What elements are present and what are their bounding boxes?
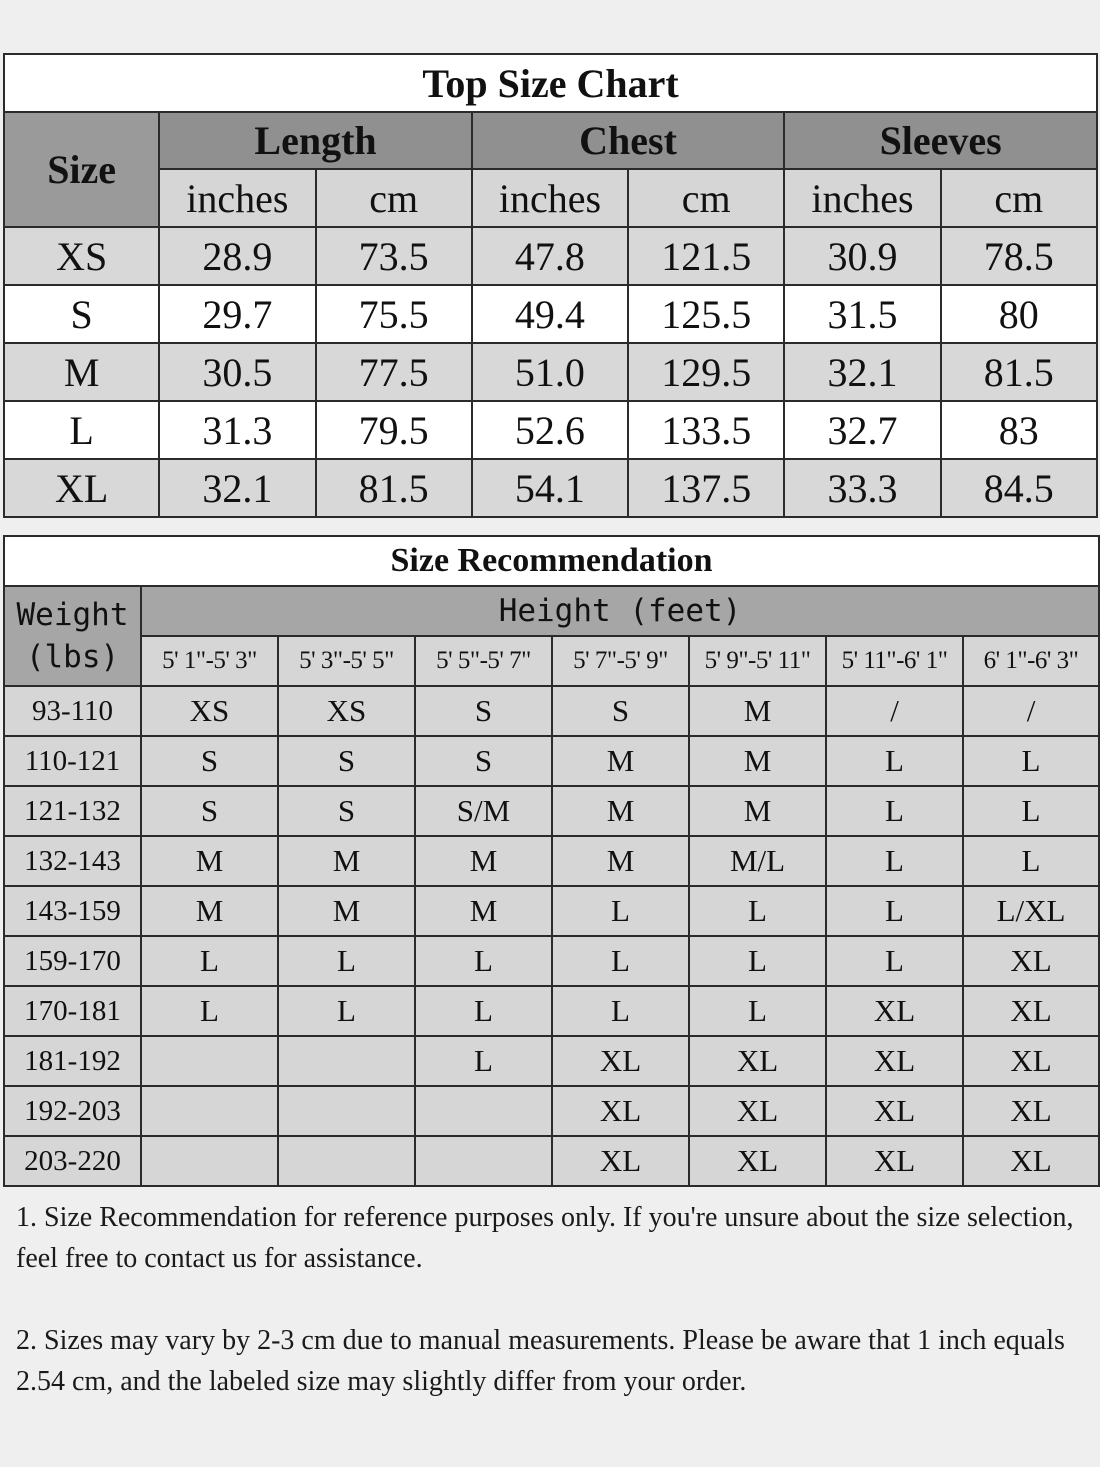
recommended-size-cell: XL [689, 1136, 826, 1186]
recommended-size-cell: L [826, 886, 963, 936]
recommended-size-cell: S [552, 686, 689, 736]
unit-header: cm [316, 169, 472, 227]
recommended-size-cell: L [141, 986, 278, 1036]
note-reference: 1. Size Recommendation for reference purposes only. If you're unsure about the size selection, feel free to contact us for assistance. [16, 1202, 1074, 1274]
recommended-size-cell: M/L [689, 836, 826, 886]
recommended-size-cell: M [415, 836, 552, 886]
measurement-cell: 30.9 [784, 227, 940, 285]
recommended-size-cell: M [689, 686, 826, 736]
recommended-size-cell: XL [552, 1086, 689, 1136]
recommended-size-cell [278, 1086, 415, 1136]
weight-row [4, 1036, 1099, 1086]
measurement-cell: 83 [941, 401, 1097, 459]
measurement-cell: 77.5 [316, 343, 472, 401]
recommended-size-cell: L [826, 836, 963, 886]
recommended-size-cell: L [552, 986, 689, 1036]
recommended-size-cell: L [963, 836, 1099, 886]
weight-row [4, 736, 1099, 786]
recommended-size-cell: XS [141, 686, 278, 736]
unit-header: cm [941, 169, 1097, 227]
recommended-size-cell: XL [963, 986, 1099, 1036]
recommended-size-cell: L [141, 936, 278, 986]
measurement-cell: 30.5 [159, 343, 315, 401]
weight-range: 192-203 [4, 1086, 141, 1136]
weight-row [4, 786, 1099, 836]
recommended-size-cell: L [415, 986, 552, 1036]
weight-range: 181-192 [4, 1036, 141, 1086]
recommended-size-cell: L [826, 936, 963, 986]
recommended-size-cell: S [415, 736, 552, 786]
unit-header: cm [628, 169, 784, 227]
size-row [4, 285, 1097, 343]
recommended-size-cell: L [552, 936, 689, 986]
recommended-size-cell: L [963, 786, 1099, 836]
recommended-size-cell: XL [689, 1036, 826, 1086]
recommended-size-cell: M [141, 886, 278, 936]
recommended-size-cell: M [689, 786, 826, 836]
recommended-size-cell: S [141, 786, 278, 836]
unit-header: inches [159, 169, 315, 227]
recommended-size-cell: M [278, 836, 415, 886]
recommended-size-cell: L [552, 886, 689, 936]
sleeves-header: Sleeves [784, 112, 1097, 169]
weight-row [4, 836, 1099, 886]
measurement-cell: 51.0 [472, 343, 628, 401]
measurement-cell: 49.4 [472, 285, 628, 343]
recommended-size-cell [415, 1086, 552, 1136]
size-label: M [4, 343, 159, 401]
recommended-size-cell: L [415, 936, 552, 986]
recommended-size-cell: M [278, 886, 415, 936]
size-chart-title: Top Size Chart [4, 54, 1097, 112]
measurement-cell: 75.5 [316, 285, 472, 343]
height-header: Height (feet) [141, 586, 1099, 636]
recommended-size-cell: XL [963, 1086, 1099, 1136]
recommended-size-cell: M [689, 736, 826, 786]
measurement-cell: 84.5 [941, 459, 1097, 517]
weight-header [4, 586, 141, 686]
size-label: XS [4, 227, 159, 285]
measurement-cell: 78.5 [941, 227, 1097, 285]
note-measurement: 2. Sizes may vary by 2-3 cm due to manual measurements. Please be aware that 1 inch equals 2.54 cm, and the labeled size may slightly differ from your order. [16, 1325, 1065, 1397]
measurement-cell: 80 [941, 285, 1097, 343]
recommended-size-cell: XL [963, 1136, 1099, 1186]
measurement-cell: 32.1 [784, 343, 940, 401]
unit-header: inches [472, 169, 628, 227]
weight-row [4, 1086, 1099, 1136]
weight-row [4, 986, 1099, 1036]
recommended-size-cell: L [278, 986, 415, 1036]
weight-range: 121-132 [4, 786, 141, 836]
recommended-size-cell: L [415, 1036, 552, 1086]
weight-range: 110-121 [4, 736, 141, 786]
recommended-size-cell: L [689, 986, 826, 1036]
recommended-size-cell: XL [552, 1036, 689, 1086]
recommended-size-cell: L [963, 736, 1099, 786]
recommended-size-cell: L [826, 786, 963, 836]
recommended-size-cell: / [963, 686, 1099, 736]
recommended-size-cell: / [826, 686, 963, 736]
height-range-header: 5' 7"-5' 9" [552, 636, 689, 686]
recommended-size-cell: XL [689, 1086, 826, 1136]
size-recommendation-table [3, 535, 1100, 1187]
weight-row [4, 686, 1099, 736]
recommended-size-cell [141, 1086, 278, 1136]
recommended-size-cell [415, 1136, 552, 1186]
recommended-size-cell [278, 1136, 415, 1186]
recommended-size-cell: M [552, 836, 689, 886]
height-range-header: 5' 3"-5' 5" [278, 636, 415, 686]
weight-range: 132-143 [4, 836, 141, 886]
weight-range: 143-159 [4, 886, 141, 936]
size-row [4, 401, 1097, 459]
weight-row [4, 886, 1099, 936]
length-header: Length [159, 112, 472, 169]
top-size-chart-table [3, 53, 1098, 518]
recommended-size-cell: S [141, 736, 278, 786]
height-range-header: 5' 1"-5' 3" [141, 636, 278, 686]
recommended-size-cell: L [826, 736, 963, 786]
recommended-size-cell: S [415, 686, 552, 736]
measurement-cell: 137.5 [628, 459, 784, 517]
size-row [4, 459, 1097, 517]
measurement-cell: 81.5 [316, 459, 472, 517]
weight-row [4, 1136, 1099, 1186]
recommended-size-cell: XL [826, 1086, 963, 1136]
measurement-cell: 79.5 [316, 401, 472, 459]
measurement-cell: 125.5 [628, 285, 784, 343]
recommended-size-cell [141, 1136, 278, 1186]
size-label: L [4, 401, 159, 459]
recommended-size-cell: S [278, 736, 415, 786]
recommended-size-cell: M [552, 786, 689, 836]
recommended-size-cell [278, 1036, 415, 1086]
height-range-header: 6' 1"-6' 3" [963, 636, 1099, 686]
weight-row [4, 936, 1099, 986]
height-range-header: 5' 9"-5' 11" [689, 636, 826, 686]
measurement-cell: 33.3 [784, 459, 940, 517]
measurement-cell: 47.8 [472, 227, 628, 285]
recommended-size-cell: M [141, 836, 278, 886]
measurement-cell: 133.5 [628, 401, 784, 459]
weight-header-unit: (lbs) [25, 639, 120, 675]
recommended-size-cell: XS [278, 686, 415, 736]
weight-header-label: Weight [16, 597, 129, 633]
measurement-cell: 129.5 [628, 343, 784, 401]
weight-range: 93-110 [4, 686, 141, 736]
recommended-size-cell: XL [826, 1036, 963, 1086]
measurement-cell: 121.5 [628, 227, 784, 285]
chest-header: Chest [472, 112, 785, 169]
weight-range: 203-220 [4, 1136, 141, 1186]
size-row [4, 227, 1097, 285]
height-range-header: 5' 5"-5' 7" [415, 636, 552, 686]
weight-range: 159-170 [4, 936, 141, 986]
size-chart-body [4, 227, 1097, 517]
measurement-cell: 29.7 [159, 285, 315, 343]
recommended-size-cell: XL [963, 936, 1099, 986]
recommendation-body [4, 686, 1099, 1186]
measurement-cell: 73.5 [316, 227, 472, 285]
measurement-cell: 52.6 [472, 401, 628, 459]
recommended-size-cell: XL [963, 1036, 1099, 1086]
recommended-size-cell: L/XL [963, 886, 1099, 936]
measurement-cell: 32.1 [159, 459, 315, 517]
unit-header: inches [784, 169, 940, 227]
size-label: XL [4, 459, 159, 517]
recommended-size-cell: L [689, 936, 826, 986]
recommended-size-cell: L [278, 936, 415, 986]
measurement-cell: 28.9 [159, 227, 315, 285]
measurement-cell: 31.3 [159, 401, 315, 459]
size-row [4, 343, 1097, 401]
recommended-size-cell: XL [552, 1136, 689, 1186]
measurement-cell: 54.1 [472, 459, 628, 517]
weight-range: 170-181 [4, 986, 141, 1036]
measurement-cell: 31.5 [784, 285, 940, 343]
size-column-header: Size [4, 112, 159, 227]
recommended-size-cell: M [552, 736, 689, 786]
recommended-size-cell: S [278, 786, 415, 836]
recommended-size-cell: L [689, 886, 826, 936]
measurement-cell: 81.5 [941, 343, 1097, 401]
size-label: S [4, 285, 159, 343]
recommendation-title: Size Recommendation [4, 536, 1099, 586]
recommended-size-cell: S/M [415, 786, 552, 836]
recommended-size-cell: XL [826, 1136, 963, 1186]
measurement-cell: 32.7 [784, 401, 940, 459]
height-range-header: 5' 11"-6' 1" [826, 636, 963, 686]
recommended-size-cell: M [415, 886, 552, 936]
recommended-size-cell [141, 1036, 278, 1086]
recommended-size-cell: XL [826, 986, 963, 1036]
